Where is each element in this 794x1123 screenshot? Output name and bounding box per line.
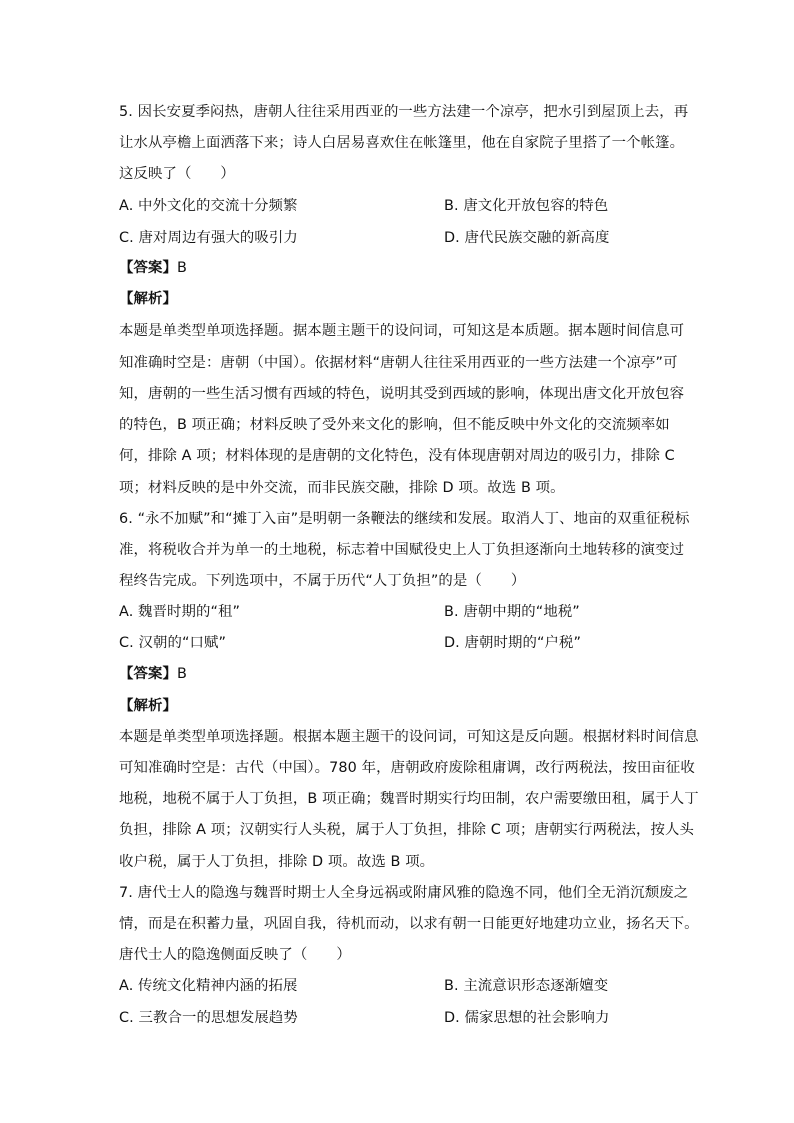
answer-value: B: [176, 260, 187, 276]
q7-stem-line-3: 唐代士人的隐逸侧面反映了（ ）: [119, 947, 351, 963]
q6-answer: [119, 664, 187, 684]
q7-option-a: A. 传统文化精神内涵的拓展: [119, 978, 298, 994]
q5-analysis-line-4: 的特色，B 项正确；材料反映了受外来文化的影响，但不能反映中外文化的交流频率如: [119, 417, 670, 433]
q5-analysis-line-5: 何，排除 A 项；材料体现的是唐朝的文化特色，没有体现唐朝对周边的吸引力，排除 C: [119, 448, 675, 464]
q6-option-d: D. 唐朝时期的“户税”: [444, 635, 582, 651]
q5-analysis-line-6: 项；材料反映的是中外交流，而非民族交融，排除 D 项。故选 B 项。: [119, 480, 565, 496]
q6-option-b: B. 唐朝中期的“地税”: [444, 604, 580, 620]
q6-option-c: C. 汉朝的“口赋”: [119, 635, 227, 651]
q5-option-b: B. 唐文化开放包容的特色: [444, 198, 609, 214]
q6-analysis-line-1: 本题是单类型单项选择题。根据本题主题干的设问词，可知这是反向题。根据材料时间信息: [119, 729, 699, 745]
q5-analysis-tag: 【解析】: [119, 291, 177, 307]
q5-stem-line-1: 5. 因长安夏季闷热，唐朝人往往采用西亚的一些方法建一个凉亭，把水引到屋顶上去，再: [119, 104, 689, 120]
answer-tag: 【答案】: [119, 260, 177, 276]
q5-analysis-line-1: 本题是单类型单项选择题。据本题主题干的设问词，可知这是本质题。据本题时间信息可: [119, 323, 685, 339]
q5-stem-line-2: 让水从亭檐上面洒落下来；诗人白居易喜欢住在帐篷里，他在自家院子里搭了一个帐篷。: [119, 135, 685, 151]
q6-stem-line-3: 程终告完成。下列选项中，不属于历代“人丁负担”的是（ ）: [119, 573, 526, 589]
q5-answer: [119, 258, 187, 278]
q7-option-b: B. 主流意识形态逐渐嬗变: [444, 978, 609, 994]
q6-option-a: A. 魏晋时期的“租”: [119, 604, 241, 620]
q6-analysis-line-4: 负担，排除 A 项；汉朝实行人头税，属于人丁负担，排除 C 项；唐朝实行两税法，按人头: [119, 822, 694, 838]
q7-option-d: D. 儒家思想的社会影响力: [444, 1010, 610, 1026]
q6-analysis-tag: 【解析】: [119, 698, 177, 714]
answer-value: B: [176, 666, 187, 682]
q6-stem-line-1: 6. “永不加赋”和“摊丁入亩”是明朝一条鞭法的继续和发展。取消人丁、地亩的双重征税标: [119, 511, 690, 527]
q5-stem-line-3: 这反映了（ ）: [119, 166, 235, 182]
q5-analysis-line-3: 知，唐朝的一些生活习惯有西域的特色，说明其受到西域的影响，体现出唐文化开放包容: [119, 386, 685, 402]
q6-stem-line-2: 准，将税收合并为单一的土地税，标志着中国赋役史上人丁负担逐渐向土地转移的演变过: [119, 542, 685, 558]
q5-option-c: C. 唐对周边有强大的吸引力: [119, 230, 298, 246]
q5-analysis-line-2: 知准确时空是：唐朝（中国）。依据材料“唐朝人往往采用西亚的一些方法建一个凉亭”可: [119, 355, 678, 371]
q6-analysis-line-5: 收户税，属于人丁负担，排除 D 项。故选 B 项。: [119, 854, 435, 870]
q7-stem-line-1: 7. 唐代士人的隐逸与魏晋时期士人全身远祸或附庸风雅的隐逸不同，他们全无消沉颓废之: [119, 885, 689, 901]
q7-stem-line-2: 情，而是在积蓄力量，巩固自我，待机而动，以求有朝一日能更好地建功立业，扬名天下。: [119, 916, 699, 932]
q5-option-a: A. 中外文化的交流十分频繁: [119, 198, 298, 214]
q7-option-c: C. 三教合一的思想发展趋势: [119, 1010, 298, 1026]
answer-tag: 【答案】: [119, 666, 177, 682]
q6-analysis-line-3: 地税，地税不属于人丁负担，B 项正确；魏晋时期实行均田制，农户需要缴田租，属于人丁: [119, 791, 699, 807]
q5-option-d: D. 唐代民族交融的新高度: [444, 230, 610, 246]
q6-analysis-line-2: 可知准确时空是：古代（中国）。780 年，唐朝政府废除租庸调，改行两税法，按田亩征收: [119, 760, 695, 776]
